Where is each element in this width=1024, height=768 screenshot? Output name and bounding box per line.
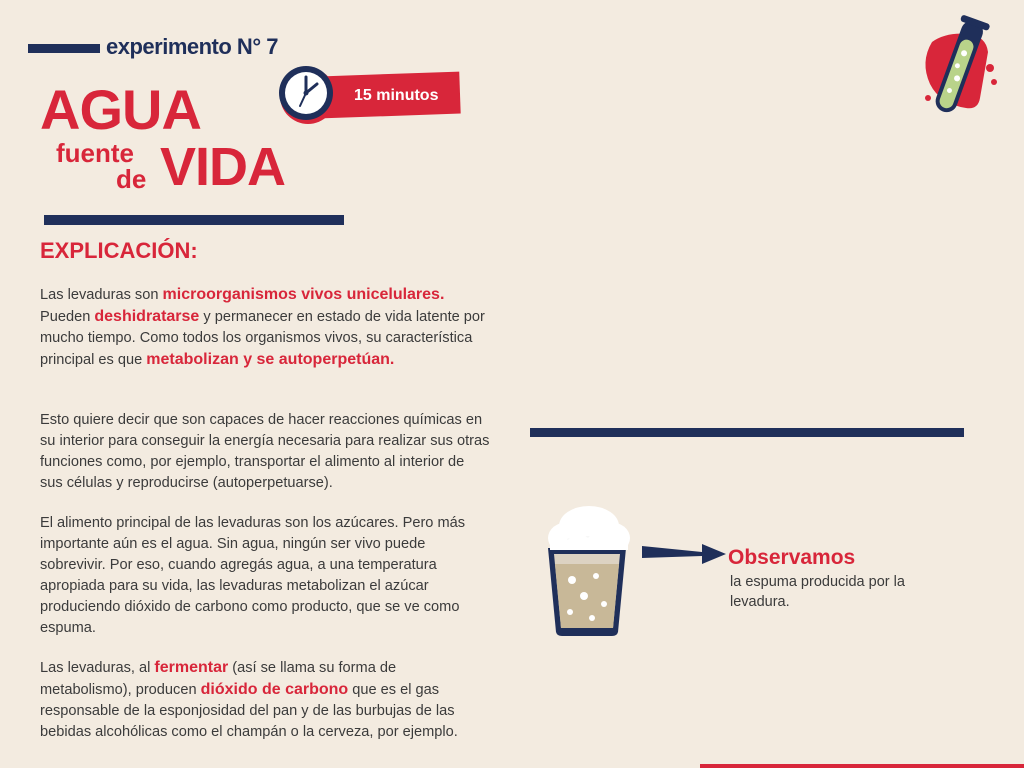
paragraph-4: Las levaduras, al fermentar (así se llama su forma de metabolismo), producen dióxido de carbono que es el gas responsable de la esponjosidad del pan y de las burbujas de las bebidas alcohólicas como el champán o la cerveza, por ejemplo. <box>40 659 458 740</box>
observation-title: Observamos <box>728 546 856 569</box>
title-de: de <box>116 164 147 194</box>
clock-icon <box>276 62 340 126</box>
paragraph-1: Las levaduras son microorganismos vivos unicelulares. Pueden deshidratarse y permanecer en estado de vida latente por mucho tiempo. Como todos los organismos vivos, su característica principal es que metabolizan y se autoperpetúan. <box>40 286 485 368</box>
experiment-label: experimento N° 7 <box>106 34 278 59</box>
paragraph-2: Esto quiere decir que son capaces de hacer reacciones químicas en su interior para conseguir la energía necesaria para realizar sus otras funciones como, por ejemplo, transportar el alimento al interior de sus células y reproducirse (autoperpetuarse). <box>40 412 490 491</box>
paragraph-3: El alimento principal de las levaduras son los azúcares. Pero más importante aún es el agua. Sin agua, ningún ser vivo puede sobrevivir. Por eso, cuando agregás agua, a una temperatura apropiada para su vida, las levaduras metabolizan el azúcar produciendo dióxido de carbono como producto, que se ve como espuma. <box>40 515 466 636</box>
title-fuente: fuente <box>56 138 134 168</box>
header-bar-decoration <box>28 44 100 53</box>
foam-glass-icon <box>544 500 634 640</box>
observation-text: la espuma producida por la levadura. <box>730 574 905 610</box>
test-tube-icon <box>918 12 1000 120</box>
section-divider <box>530 428 964 437</box>
title-divider <box>44 215 344 225</box>
time-label: 15 minutos <box>354 87 439 104</box>
title-vida: VIDA <box>160 137 286 197</box>
arrow-icon <box>642 542 726 564</box>
title-agua: AGUA <box>40 78 201 141</box>
explanation-heading: EXPLICACIÓN: <box>40 238 198 263</box>
bottom-accent-line <box>700 764 1024 768</box>
